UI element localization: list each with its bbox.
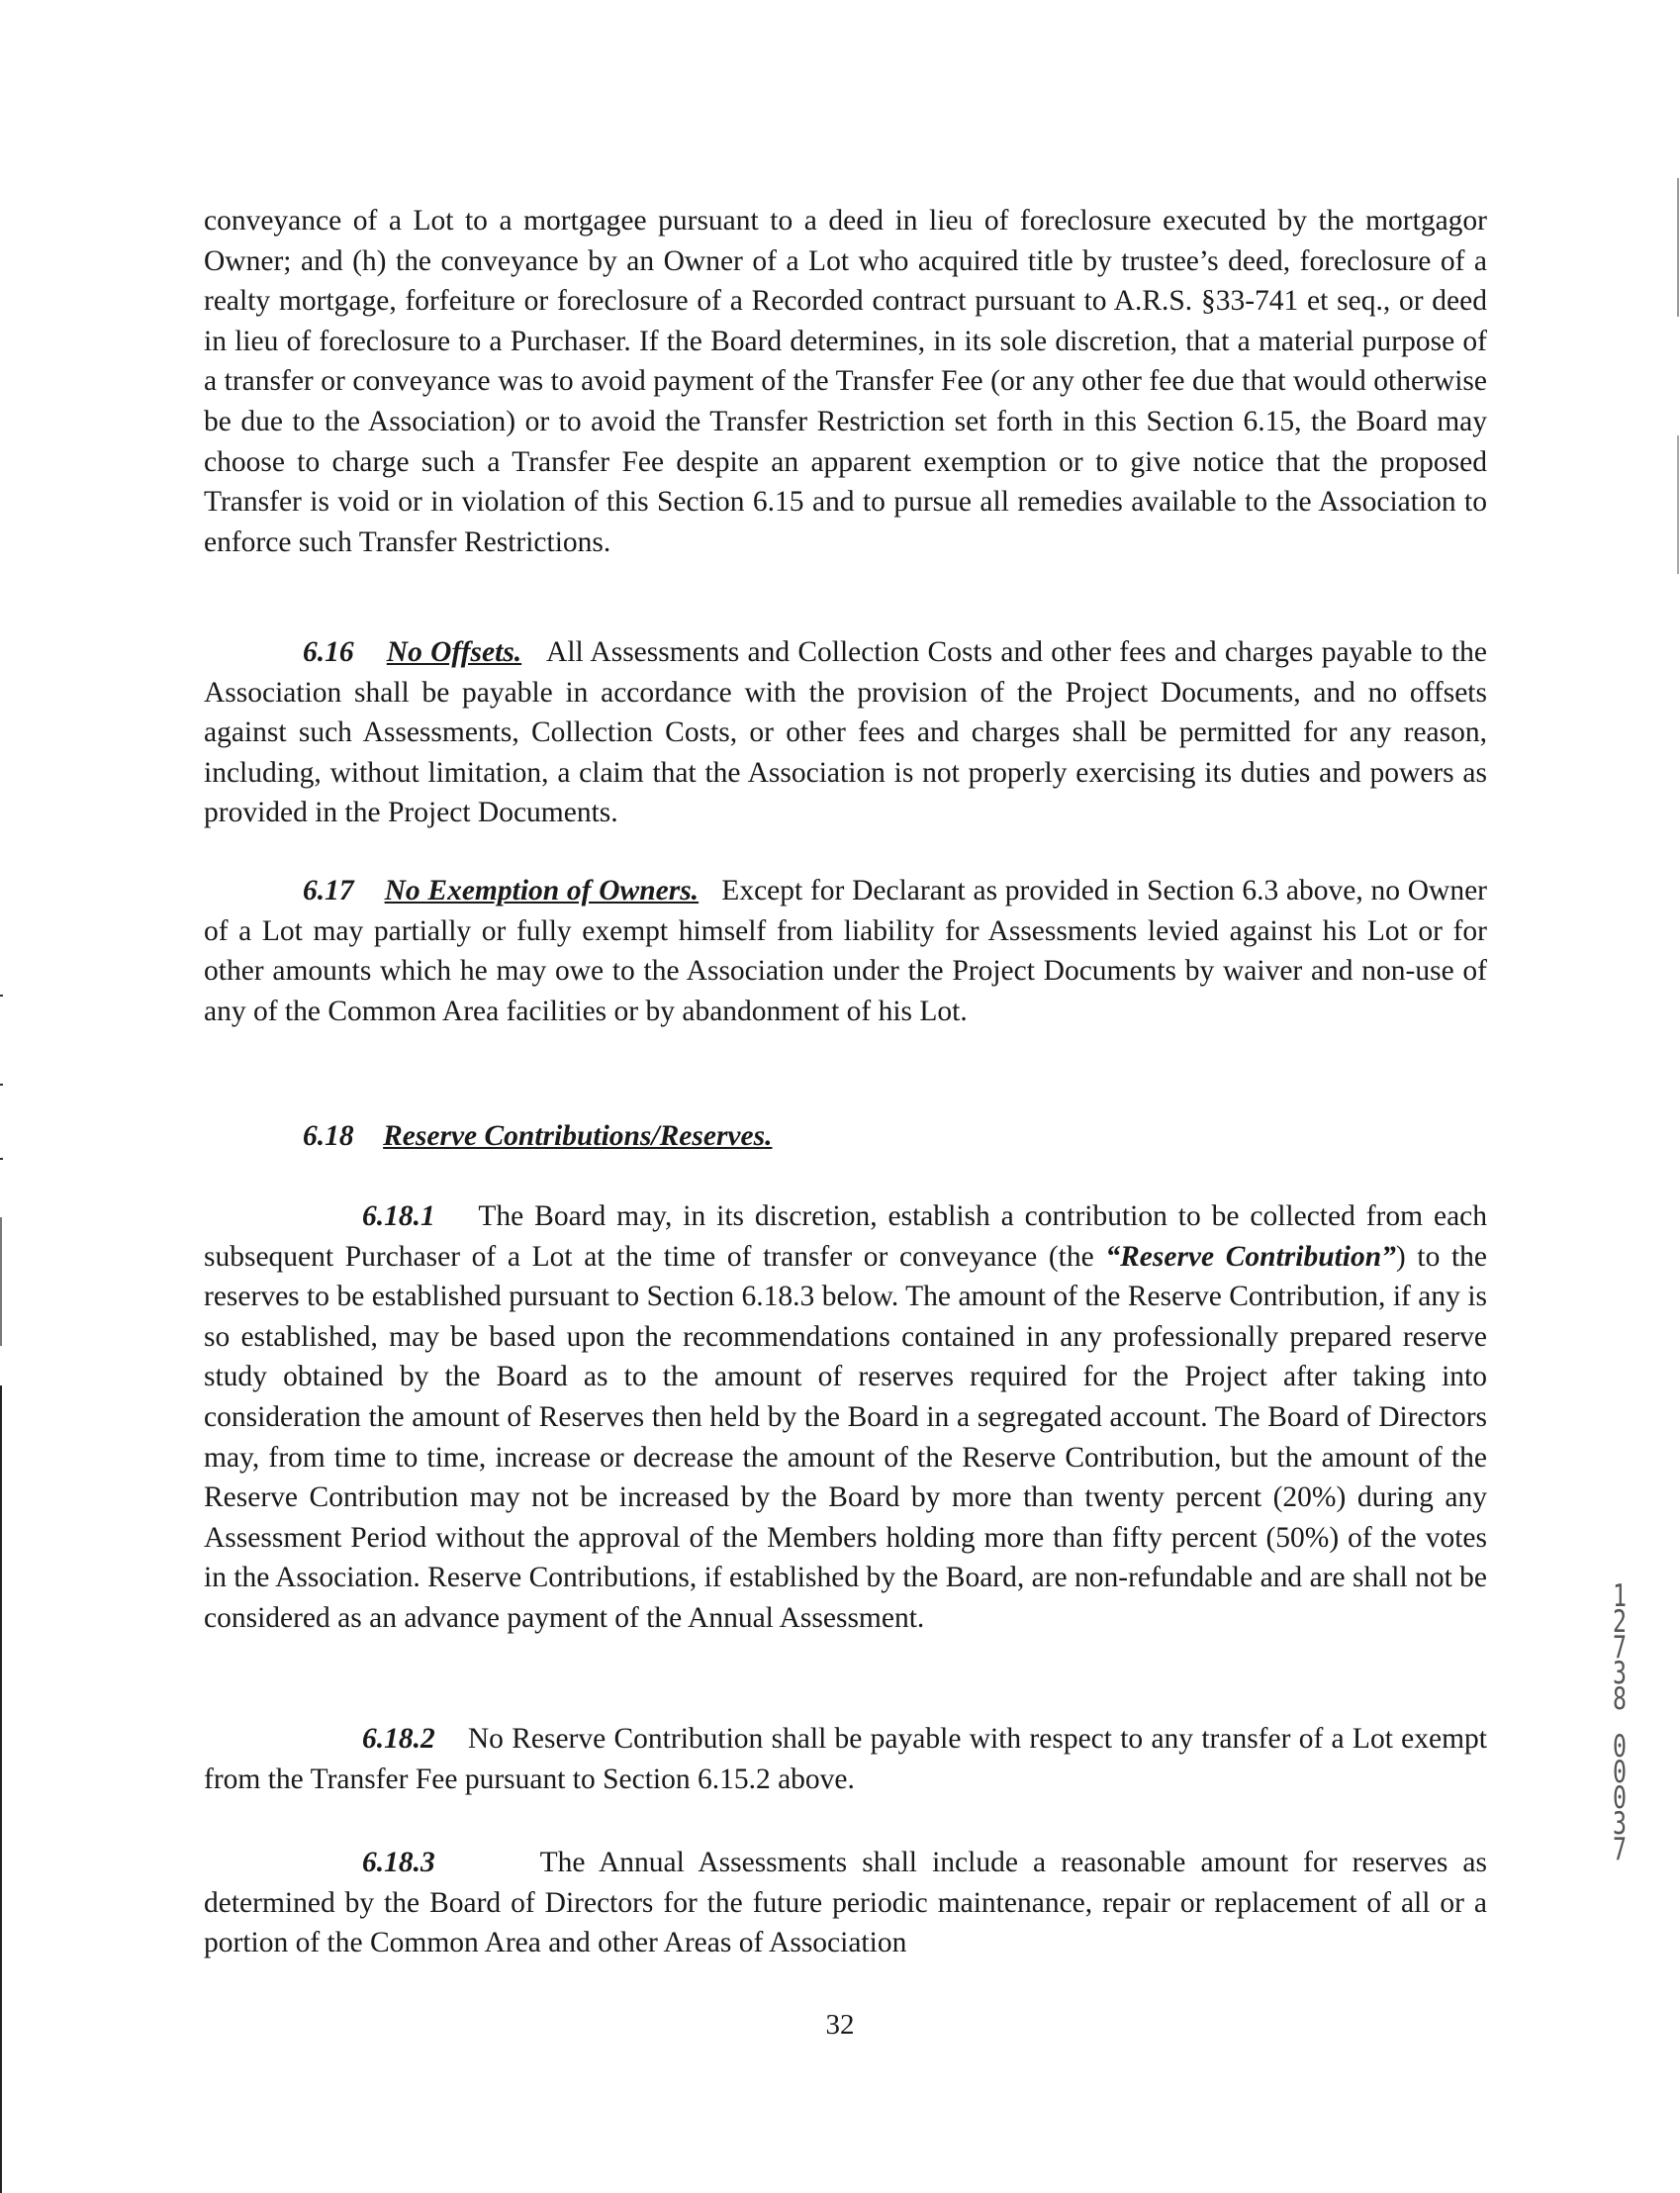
- recording-digit: 1: [1612, 1578, 1627, 1614]
- recording-number: [1595, 1578, 1644, 1867]
- section-6-18-heading: [303, 1116, 772, 1156]
- scan-artifact: [0, 1385, 2, 2193]
- page-number: 32: [825, 2009, 855, 2041]
- continuation-paragraph: conveyance of a Lot to a mortgagee pursuant to a deed in lieu of foreclosure executed by the mortgagor Owner; and (h) the conveyance by an Owner of a Lot who acquired title by trustee’s deed, foreclosure of a realty mortgage, forfeiture or foreclosure of a Recorded contract pursuant to A.R.S. §33-741 et seq., or deed in lieu of foreclosure to a Purchaser. If the Board determines, in its sole discretion, that a material purpose of a transfer or conveyance was to avoid payment of the Transfer Fee (or any other fee due that would otherwise be due to the Association) or to avoid the Transfer Restriction set forth in this Section 6.15, the Board may choose to charge such a Transfer Fee despite an apparent exemption or to give notice that the proposed Transfer is void or in violation of this Section 6.15 and to pursue all remedies available to the Association to enforce such Transfer Restrictions.: [204, 205, 1487, 558]
- scan-artifact: [0, 1158, 3, 1160]
- section-body: The Annual Assessments shall include a reasonable amount for reserves as determined by the Board of Directors for the future periodic maintenance, repair or replacement of all or a portion of the Common Area and other Areas of Association: [204, 1847, 1488, 1959]
- section-6-16: [204, 632, 1487, 833]
- section-title: No Exemption of Owners.: [384, 875, 700, 906]
- recording-digit: 7: [1612, 1630, 1627, 1666]
- section-body: Except for Declarant as provided in Section 6.3 above, no Owner of a Lot may partially or fully exempt himself from liability for Assessments levied against his Lot or for other amounts which he may owe to the Association under the Project Documents by waiver and non-use of any of the Common Area facilities or by abandonment of his Lot.: [204, 875, 1488, 1027]
- section-body: No Reserve Contribution shall be payable with respect to any transfer of a Lot exempt from the Transfer Fee pursuant to Section 6.15.2 above.: [204, 1723, 1487, 1795]
- section-body: All Assessments and Collection Costs and other fees and charges payable to the Association shall be payable in accordance with the provision of the Project Documents, and no offsets against such Assessments, Collection Costs, or other fees and charges shall be permitted for any reason, including, without limitation, a claim that the Association is not properly exercising its duties and powers as provided in the Project Documents.: [204, 636, 1487, 829]
- section-number: 6.18.2: [362, 1723, 435, 1755]
- section-6-17: [204, 871, 1487, 1031]
- recording-digit: 8: [1612, 1681, 1627, 1717]
- recording-digit: 0: [1612, 1780, 1627, 1816]
- scan-artifact: [0, 995, 3, 997]
- section-6-18-3: [204, 1843, 1487, 1963]
- defined-term: “Reserve Contribution”: [1105, 1240, 1396, 1273]
- section-number: 6.17: [303, 875, 354, 906]
- scan-artifact: [0, 1217, 2, 1346]
- recording-digit: 2: [1612, 1604, 1627, 1640]
- recording-digit: 7: [1612, 1832, 1627, 1867]
- section-title: Reserve Contributions/Reserves.: [383, 1120, 773, 1152]
- section-number: 6.18: [303, 1120, 354, 1152]
- section-6-18-1: [204, 1196, 1487, 1639]
- section-6-18-2: [204, 1719, 1487, 1799]
- section-body-part2: ) to the reserves to be established pursuant to Section 6.18.3 below. The amount of the Reserve Contribution, if any is so established, may be based upon the recommendations contained in any professionally prepared reserve study obtained by the Board as to the amount of reserves required for the Project after taking into consideration the amount of Reserves then held by the Board in a segregated account. The Board of Directors may, from time to time, increase or decrease the amount of the Reserve Contribution, but the amount of the Reserve Contribution may not be increased by the Board by more than twenty percent (20%) during any Assessment Period without the approval of the Members holding more than fifty percent (50%) of the votes in the Association. Reserve Contributions, if established by the Board, are non-refundable and are shall not be considered as an advance payment of the Annual Assessment.: [204, 1240, 1487, 1634]
- scan-artifact: [1677, 178, 1679, 317]
- section-number: 6.18.3: [362, 1847, 435, 1878]
- section-number: 6.16: [303, 636, 354, 668]
- recording-digit: 0: [1612, 1755, 1627, 1790]
- scan-artifact: [0, 1084, 3, 1086]
- recording-digit: 3: [1612, 1656, 1627, 1691]
- section-title: No Offsets.: [386, 636, 522, 668]
- recording-digit: 3: [1612, 1806, 1627, 1842]
- section-number: 6.18.1: [362, 1200, 435, 1232]
- recording-digit: 0: [1612, 1729, 1627, 1764]
- scan-artifact: [1677, 435, 1679, 574]
- section-body-part1: The Board may, in its discretion, establish a contribution to be collected from each subsequent Purchaser of a Lot at the time of transfer or conveyance (the: [204, 1200, 1488, 1273]
